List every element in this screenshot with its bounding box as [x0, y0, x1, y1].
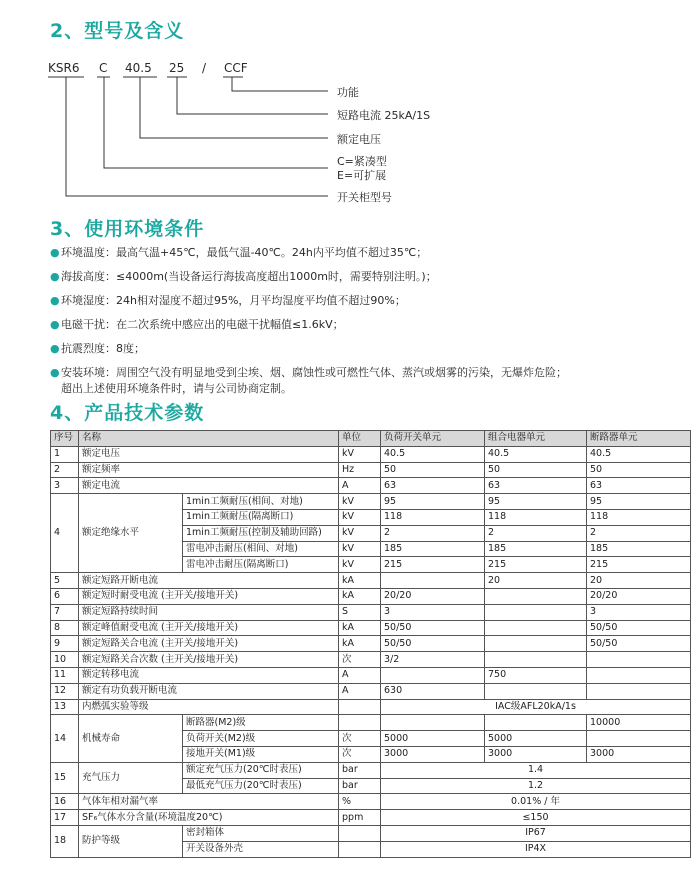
model-code-slash: /	[202, 61, 207, 75]
list-item: ● 环境湿度：24h相对湿度不超过95%，月平均湿度平均值不超过90%；	[50, 294, 406, 307]
table-row: 7 额定短路持续时间 S 3 3	[51, 604, 691, 620]
header-no: 序号	[51, 431, 79, 447]
model-diagram	[0, 0, 700, 215]
table-row: 11 额定转移电流 A 750	[51, 667, 691, 683]
header-name: 名称	[79, 431, 339, 447]
table-row: 8 额定峰值耐受电流 (主开关/接地开关) kA 50/50 50/50	[51, 620, 691, 636]
table-row: 12 额定有功负载开断电流 A 630	[51, 683, 691, 699]
table-row: 10 额定短路关合次数 (主开关/接地开关) 次 3/2	[51, 652, 691, 668]
table-row: 1 额定电压 kV 40.5 40.5 40.5	[51, 446, 691, 462]
meaning-compact: C=紧凑型	[337, 155, 387, 168]
table-row: 6 额定短时耐受电流 (主开关/接地开关) kA 20/20 20/20	[51, 588, 691, 604]
table-row: 17 SF₆气体水分含量(环境温度20℃) ppm ≤150	[51, 810, 691, 826]
list-item: ● 电磁干扰：在二次系统中感应出的电磁干扰幅值≤1.6kV；	[50, 318, 344, 331]
table-row: 最低充气压力(20℃时表压) bar 1.2	[51, 778, 691, 794]
table-row: 16 气体年相对漏气率 % 0.01% / 年	[51, 794, 691, 810]
table-row: 2 额定频率 Hz 50 50 50	[51, 462, 691, 478]
header-combined: 组合电器单元	[485, 431, 587, 447]
table-row: 接地开关(M1)级 次 3000 3000 3000	[51, 746, 691, 762]
section-title-model: 2、型号及含义	[50, 20, 185, 42]
model-code-type: C	[99, 61, 108, 75]
section-title-specs: 4、产品技术参数	[50, 402, 205, 424]
list-item: ● 抗震烈度：8度；	[50, 342, 145, 355]
bullet-icon: ●	[50, 246, 60, 259]
table-row: 15 充气压力 额定充气压力(20℃时表压) bar 1.4	[51, 762, 691, 778]
table-row: 3 额定电流 A 63 63 63	[51, 478, 691, 494]
meaning-expandable: E=可扩展	[337, 169, 387, 182]
table-row: 5 额定短路开断电流 kA 20 20	[51, 573, 691, 589]
model-code-series: KSR6	[48, 61, 80, 75]
bullet-icon: ●	[50, 318, 60, 331]
environment-conditions-list	[50, 245, 690, 399]
model-code-current: 25	[169, 61, 185, 75]
table-row: 负荷开关(M2)级 次 5000 5000	[51, 731, 691, 747]
list-item: ● 海拔高度：≤4000m(当设备运行海拔高度超出1000m时，需要特别注明。)；	[50, 270, 437, 283]
header-breaker: 断路器单元	[587, 431, 691, 447]
bullet-icon: ●	[50, 270, 60, 283]
bullet-icon: ●	[50, 366, 60, 379]
meaning-short-circuit: 短路电流 25kA/1S	[337, 109, 431, 122]
table-row: 开关设备外壳 IP4X	[51, 841, 691, 857]
custom-note: 超出上述使用环境条件时，请与公司协商定制。	[61, 382, 292, 395]
header-unit: 单位	[339, 431, 381, 447]
list-item: ● 环境温度：最高气温+45℃，最低气温-40℃。24h内平均值不超过35℃；	[50, 246, 428, 259]
table-row: 1min工频耐压(隔离断口) kV 118 118 118	[51, 509, 691, 525]
meaning-rated-voltage: 额定电压	[337, 133, 381, 146]
bullet-icon: ●	[50, 294, 60, 307]
table-row: 18 防护等级 密封箱体 IP67	[51, 825, 691, 841]
model-code-voltage: 40.5	[125, 61, 152, 75]
table-row: 13 内燃弧实验等级 IAC级AFL20kA/1s	[51, 699, 691, 715]
meaning-function: 功能	[337, 86, 359, 99]
table-header-row	[51, 431, 691, 447]
table-row: 雷电冲击耐压(隔离断口) kV 215 215 215	[51, 557, 691, 573]
table-row: 9 额定短路关合电流 (主开关/接地开关) kA 50/50 50/50	[51, 636, 691, 652]
technical-parameters-table	[50, 430, 691, 858]
meaning-cabinet-model: 开关柜型号	[337, 191, 392, 204]
model-code-function: CCF	[224, 61, 248, 75]
table-row: 1min工频耐压(控制及辅助回路) kV 2 2 2	[51, 525, 691, 541]
section-title-environment: 3、使用环境条件	[50, 218, 205, 240]
bullet-icon: ●	[50, 342, 60, 355]
header-load-switch: 负荷开关单元	[381, 431, 485, 447]
table-row: 雷电冲击耐压(相间、对地) kV 185 185 185	[51, 541, 691, 557]
table-row: 4 额定绝缘水平 1min工频耐压(相间、对地) kV 95 95 95	[51, 494, 691, 510]
table-row: 14 机械寿命 断路器(M2)级 10000	[51, 715, 691, 731]
list-item: ● 安装环境：周围空气没有明显地受到尘埃、烟、腐蚀性或可燃性气体、蒸汽或烟雾的污染，无爆炸危险； 超出上述使用环境条件时，请与公司协商定制。	[50, 366, 567, 395]
